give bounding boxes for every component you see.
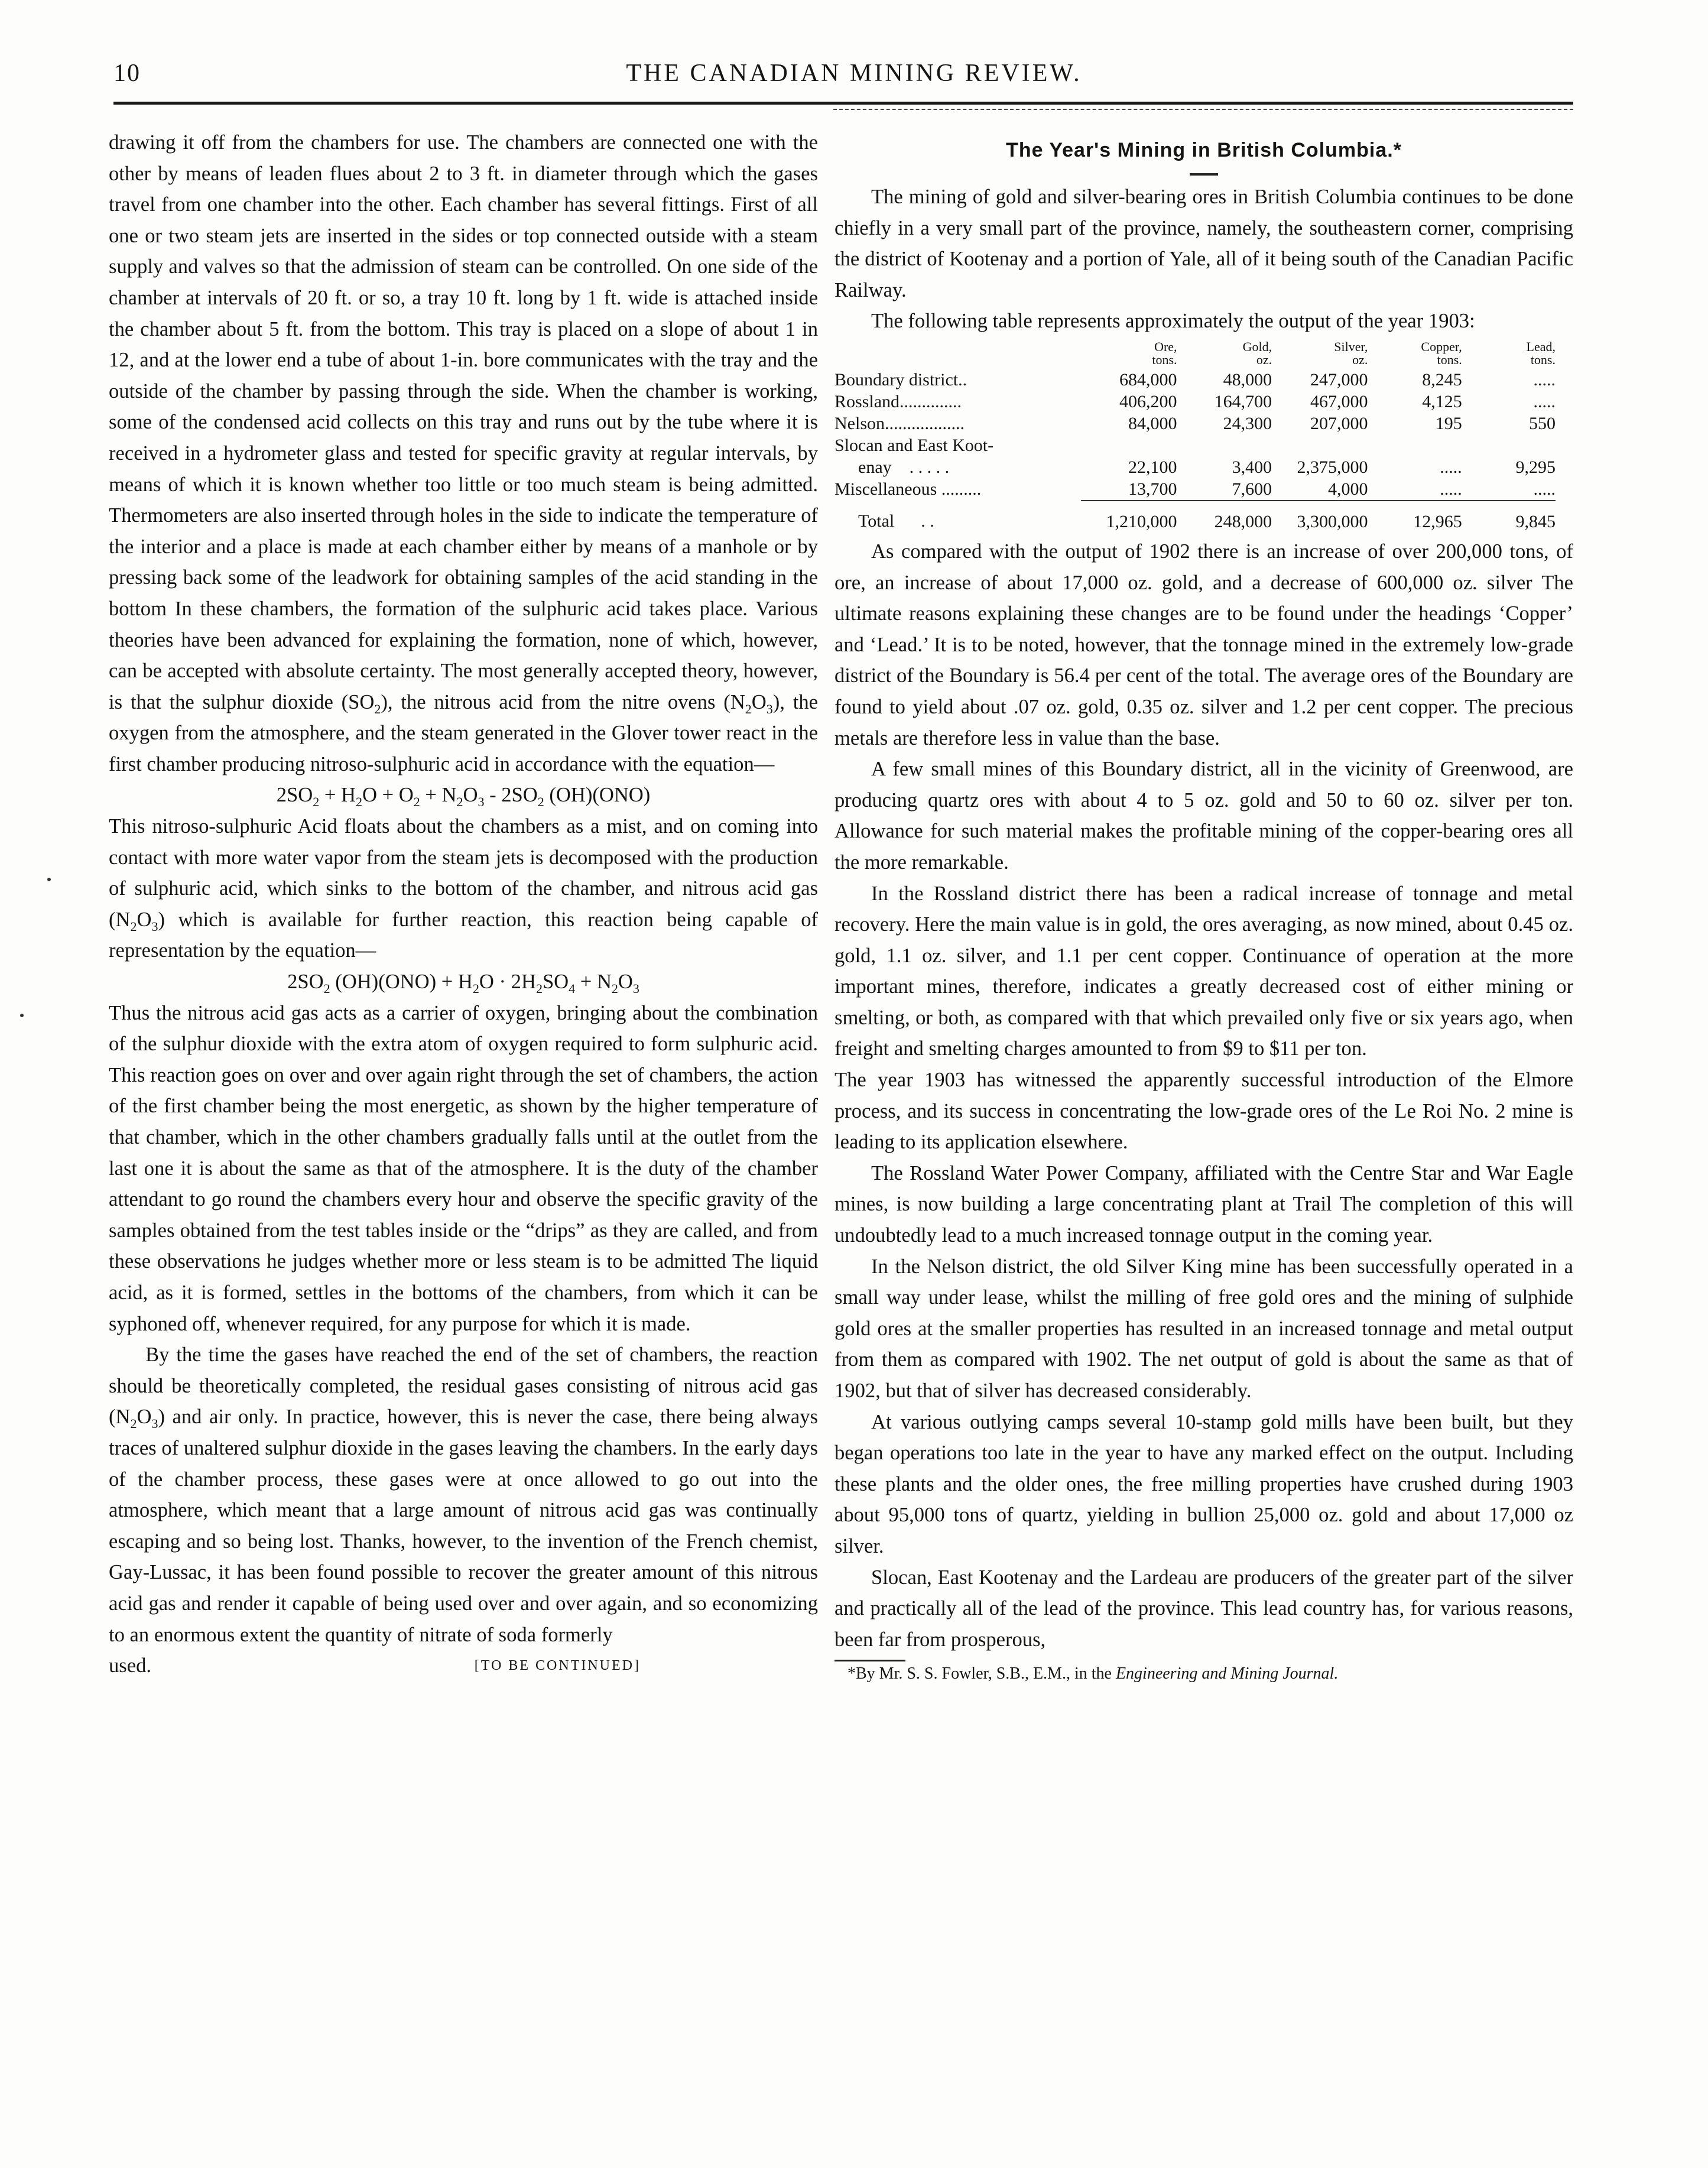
article-title: The Year's Mining in British Columbia.* [1006,139,1402,161]
body-paragraph: The year 1903 has witnessed the apparently successful introduction of the Elmore process, and its success in concentrating the low-grade ores of the Le Roi No. 2 mine is leading to its application elsewhere. [834,1069,1573,1154]
right-column [834,127,1573,1684]
chemical-equation-2: $2SO_2$ $(OH)(ONO) + H_2O \cdot 2H_2SO_4 + N_2O_3$ [287,971,639,996]
table-header-blank [834,339,1081,369]
header-rule-dashed [833,109,1573,110]
body-paragraph: Slocan, East Kootenay and the Lardeau are producers of the greater part of the silver and practically all of the lead of the province. This lead country has, for various reasons, been far from prosperous, [834,1566,1573,1651]
running-title: THE CANADIAN MINING REVIEW. [626,60,1082,87]
footnote-rule [834,1660,905,1661]
body-paragraph: In the Rossland district there has been a radical increase of tonnage and metal recovery. Here the main value is in gold, the ores averaging, as now mined, about 0.45 oz. gold, 1.1 oz. silver, and 1.1 per cent copper. Continuance of operation at the more important mines, therefore, indicates a greatly decreased cost of either mining or smelting, or both, as compared with that which prevailed only five or six years ago, when freight and smelting charges amounted to from $9 to $11 per ton. [834,882,1573,1060]
table-intro: The following table represents approximately the output of the year 1903: [871,310,1475,333]
last-word: used. [109,1654,152,1677]
body-paragraph: A few small mines of this Boundary district, all in the vicinity of Greenwood, are producing quartz ores with about 4 to 5 oz. gold and 50 to 60 oz. silver per ton. Allowance for such material makes the profitable mining of the copper-bearing ores all the more remarkable. [834,758,1573,874]
left-column [109,127,818,1682]
body-paragraph: By the time the gases have reached the end of the set of chambers, the reaction should be theoretically completed, the residual gases consisting of nitrous acid gas $(N_2O_3)$ and air only. In practice, however, this is never the case, there being always traces of unaltered sulphur dioxide in the gases leaving the chambers. In the early days of the chamber process, these gases were at once allowed to go out into the atmosphere, which meant that a large amount of nitrous acid gas was continually escaping and so being lost. Thanks, however, to the invention of the French chemist, Gay-Lussac, it has been found possible to recover the greater amount of this nitrous acid gas and render it capable of being used over and over again, and so economizing to an enormous extent the quantity of nitrate of soda formerly [109,1343,818,1646]
table-row: Boundary district.. 684,000 48,000 247,000 8,245 ..... [834,369,1556,390]
body-paragraph: Thus the nitrous acid gas acts as a carrier of oxygen, bringing about the combination of the sulphur dioxide with the extra atom of oxygen required to form sulphuric acid. This reaction goes on over and over again right through the set of chambers, the action of the first chamber being the most energetic, as shown by the higher temperature of that chamber, which in the other chambers gradually falls until at the outlet from the last one it is about the same as that of the atmosphere. It is the duty of the chamber attendant to go round the chambers every hour and observe the specific gravity of the samples obtained from the test tables inside or the “drips” as they are called, and from these observations he judges whether more or less steam is to be admitted The liquid acid, as it is formed, settles in the bottoms of the chambers, from which it can be syphoned off, whenever required, for any purpose for which it is made. [109,1001,818,1335]
table-header-copper: Copper, tons. [1421,339,1462,367]
table-header-gold: Gold, oz. [1242,339,1272,367]
table-header-row [834,339,1556,369]
table-row: Rossland.............. 406,200 164,700 467,000 4,125 ..... [834,391,1556,411]
title-dash [1190,173,1218,176]
body-paragraph: drawing it off from the chambers for use. The chambers are connected one with the other by means of leaden flues about 2 to 3 ft. in diameter through which the gases travel from one chamber into the other. Each chamber has several fittings. First of all one or two steam jets are inserted in the sides or top connected outside with a steam supply and valves so that the admission of steam can be controlled. On one side of the chamber at intervals of 20 ft. or so, a tray 10 ft. long by 1 ft. wide is attached inside the chamber about 5 ft. from the bottom. This tray is placed on a slope of about 1 in 12, and at the lower end a tube of about 1-in. bore communicates with the tray and the outside of the chamber by passing through the side. When the chamber is working, some of the condensed acid collects on this tray and runs out by the tube where it is received in a hydrometer glass and tested for specific gravity at regular intervals, by means of which it is known whether too little or too much steam is being admitted. Thermometers are also inserted through holes in the side to indicate the temperature of the interior and a place is made at each chamber either by means of a manhole or by pressing back some of the leadwork for obtaining samples of the acid standing in the bottom In these chambers, the formation of the sulphuric acid takes place. Various theories have been advanced for explaining the formation, none of which, however, can be accepted with absolute certainty. The most generally accepted theory, however, is that the sulphur dioxide $(SO_2)$, the nitrous acid from the nitre ovens $(N_2O_3)$, the oxygen from the atmosphere, and the steam generated in the Glover tower react in the first chamber producing nitroso-sulphuric acid in accordance with the equation— [109,131,818,775]
table-row: Slocan and East Koot- [834,435,994,455]
print-speck [20,1014,24,1017]
table-header-silver: Silver, oz. [1334,339,1368,367]
footnote-source: Engineering and Mining Journal. [1115,1664,1339,1683]
chemical-equation-1: $2SO_2 + H_2O + O_2 + N_2O_3 - 2SO_2$ (OH)(ONO) [276,784,651,810]
output-table [834,339,1556,533]
body-paragraph: As compared with the output of 1902 there is an increase of over 200,000 tons, of ore, an increase of about 17,000 oz. gold, and a decrease of 600,000 oz. silver The ultimate reasons explaining these changes are to be found under the headings ‘Copper’ and ‘Lead.’ It is to be noted, however, that the tonnage mined in the extremely low-grade district of the Boundary is 56.4 per cent of the total. The average ores of the Boundary are found to yield about .07 oz. gold, 0.35 oz. silver and 1.2 per cent copper. The precious metals are therefore less in value than the base. [834,540,1573,749]
table-header-ore: Ore, tons. [1152,339,1177,367]
table-row: Nelson.................. 84,000 24,300 207,000 195 550 [834,413,1556,433]
page-number: 10 [113,60,141,87]
continuation-line [109,1650,818,1682]
footnote: *By Mr. S. S. Fowler, S.B., E.M., in the Engineering and Mining Journal. [847,1664,1339,1683]
table-row: Miscellaneous ......... 13,700 7,600 4,000 ..... ..... [834,479,1556,499]
table-header-lead: Lead, tons. [1526,339,1556,367]
body-paragraph: In the Nelson district, the old Silver King mine has been successfully operated in a small way under lease, whilst the milling of free gold ores and the mining of sulphide gold ores at the smaller properties has resulted in an increased tonnage and metal output from them as compared with 1902. The net output of gold is about the same as that of 1902, but that of silver has decreased considerably. [834,1255,1573,1402]
body-paragraph: This nitroso-sulphuric Acid floats about the chambers as a mist, and on coming into contact with more water vapor from the steam jets is decomposed with the production of sulphuric acid, which sinks to the bottom of the chamber, and nitrous acid gas $(N_2O_3)$ which is available for further reaction, this reaction being capable of representation by the equation— [109,815,818,962]
print-speck [47,878,51,881]
body-paragraph: The Rossland Water Power Company, affiliated with the Centre Star and War Eagle mines, is now building a large concentrating plant at Trail The completion of this will undoubtedly lead to a much increased tonnage output in the coming year. [834,1161,1573,1247]
body-paragraph: The mining of gold and silver-bearing ores in British Columbia continues to be done chiefly in a very small part of the province, namely, the southeastern corner, comprising the district of Kootenay and a portion of Yale, all of it being south of the Canadian Pacific Railway. [834,186,1573,301]
table-row: enay . . . . . 22,100 3,400 2,375,000 ..... 9,295 [858,457,1556,477]
continued-note: [TO BE CONTINUED] [474,1658,641,1674]
header-rule [113,102,1573,105]
table-total-row: Total . . 1,210,000 248,000 3,300,000 12,965 9,845 [834,501,1556,533]
body-paragraph: At various outlying camps several 10-stamp gold mills have been built, but they began operations too late in the year to have any marked effect on the output. Including these plants and the older ones, the free milling properties have crushed during 1903 about 95,000 tons of quartz, yielding in bullion 25,000 oz. gold and about 17,000 oz silver. [834,1410,1573,1557]
